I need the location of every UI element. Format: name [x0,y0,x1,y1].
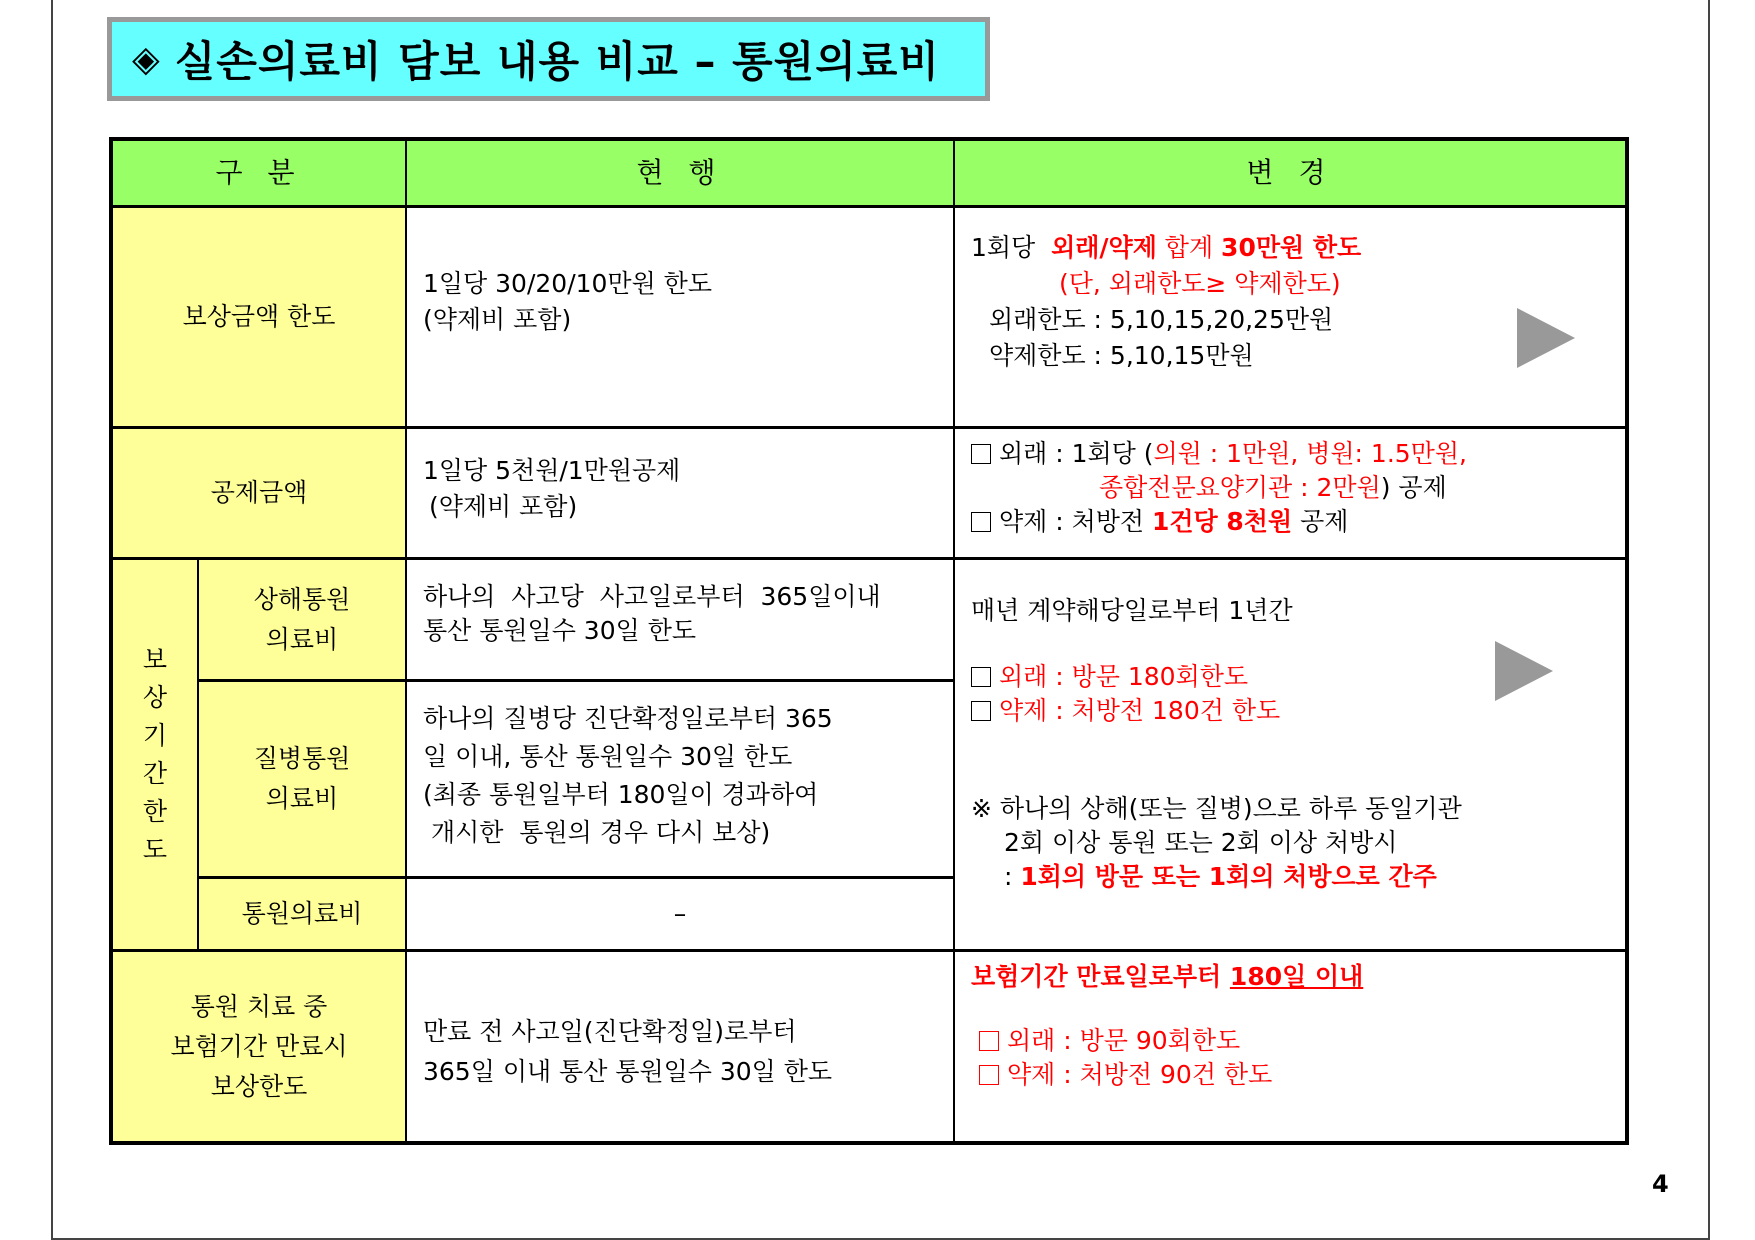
page-title-text: 실손의료비 담보 내용 비교 – 통원의료비 [174,37,940,86]
text: 1회의 방문 또는 1회의 처방으로 간주 [1020,862,1437,891]
text: 180일 이내 [1229,962,1364,991]
checkbox-icon [979,1065,999,1085]
text: 1회당 [971,233,1044,262]
row-label-disease [197,679,405,876]
text: 약제 : 처방전 [999,507,1153,536]
text-line: 보상한도 [210,1071,308,1101]
text: ) 공제 [1380,473,1447,502]
text: 약제 : 처방전 90건 한도 [1007,1060,1273,1089]
text: 공제 [1292,507,1349,536]
text-line [971,1058,1625,1092]
text-char: 기 [142,720,168,750]
row-label-limit: 보상금액 한도 [113,205,405,426]
text-line: 통원 치료 중 [190,991,328,1021]
text-line: 외래한도 : 5,10,15,20,25만원 [989,305,1334,334]
text-line: 의료비 [265,784,339,813]
row-label-expiry [113,949,405,1141]
text-line: 365일 이내 통산 통원일수 30일 한도 [423,1057,833,1086]
change-period [953,557,1625,949]
text: 30만원 한도 [1221,233,1362,262]
text-line: 보험기간 만료시 [170,1031,348,1061]
checkbox-icon [971,701,991,721]
checkbox-icon [971,512,991,532]
header-change: 변 경 [953,141,1625,205]
diamond-icon: ◈ [132,38,161,80]
text: 의원 : 1만원, 병원: 1.5만원, [1153,439,1467,468]
text: 외래 : 방문 90회한도 [1007,1026,1241,1055]
text-line [971,1024,1625,1058]
text-line [971,505,1625,539]
text-line [971,471,1625,505]
text: 1건당 8천원 [1152,507,1293,536]
text-char: 한 [142,796,168,826]
page-number: 4 [1652,1170,1669,1198]
text: 합계 [1156,233,1222,262]
text-line: (약제비 포함) [429,492,578,521]
text-line [971,437,1625,471]
text-line: ※ 하나의 상해(또는 질병)으로 하루 동일기관 [971,794,1462,823]
text-line: 2회 이상 통원 또는 2회 이상 처방시 [1004,828,1398,857]
checkbox-icon [971,667,991,687]
text-line [971,860,1625,894]
page-title [107,17,990,101]
text-line: 1일당 5천원/1만원공제 [423,456,681,485]
arrow-right-icon [1517,308,1575,368]
text: 종합전문요양기관 : 2만원 [1099,473,1381,502]
current-outpatient: – [405,876,953,949]
current-disease [405,679,953,876]
change-deductible [953,426,1625,557]
change-expiry [953,949,1625,1141]
row-label-deductible: 공제금액 [113,426,405,557]
current-deductible [405,426,953,557]
text-line: 개시한 통원의 경우 다시 보상) [423,818,771,847]
checkbox-icon [971,444,991,464]
row-label-outpatient: 통원의료비 [197,876,405,949]
text-line: (최종 통원일부터 180일이 경과하여 [423,780,819,809]
current-injury [405,557,953,679]
text: 외래/약제 [1051,233,1157,262]
text-line [971,230,1625,266]
text-char: 상 [142,682,168,712]
change-limit [953,205,1625,426]
row-label-injury [197,557,405,679]
text-line: 약제한도 : 5,10,15만원 [989,341,1254,370]
comparison-table [109,137,1629,1145]
text-line: 질병통원 [253,744,351,773]
checkbox-icon [979,1031,999,1051]
current-expiry [405,949,953,1141]
text-char: 도 [142,834,168,864]
text: : [1004,862,1021,891]
text-line: (단, 외래한도≥ 약제한도) [1059,269,1341,298]
arrow-right-icon [1495,641,1553,701]
header-category: 구 분 [113,141,405,205]
text: 외래 : 방문 180회한도 [999,662,1249,691]
text-char: 보 [142,644,168,674]
text-line: 통산 통원일수 30일 한도 [423,616,697,645]
text: 외래 : 1회당 ( [999,439,1154,468]
text: 보험기간 만료일로부터 [971,962,1230,991]
text-line: 의료비 [265,624,339,654]
text-line: 하나의 질병당 진단확정일로부터 365 [423,704,833,733]
text: 약제 : 처방전 180건 한도 [999,696,1281,725]
text-line: 매년 계약해당일로부터 1년간 [971,596,1293,625]
row-label-period-group [113,557,197,949]
text-line: 하나의 사고당 사고일로부터 365일이내 [423,582,881,611]
text-line: 만료 전 사고일(진단확정일)로부터 [423,1017,797,1046]
text-line: (약제비 포함) [423,305,572,334]
text-line: 상해통원 [253,584,351,614]
current-limit [405,205,953,426]
text-char: 간 [142,758,168,788]
header-current: 현 행 [405,141,953,205]
text-line: 1일당 30/20/10만원 한도 [423,269,712,298]
text-line [971,960,1625,994]
text-line: 일 이내, 통산 통원일수 30일 한도 [423,742,793,771]
